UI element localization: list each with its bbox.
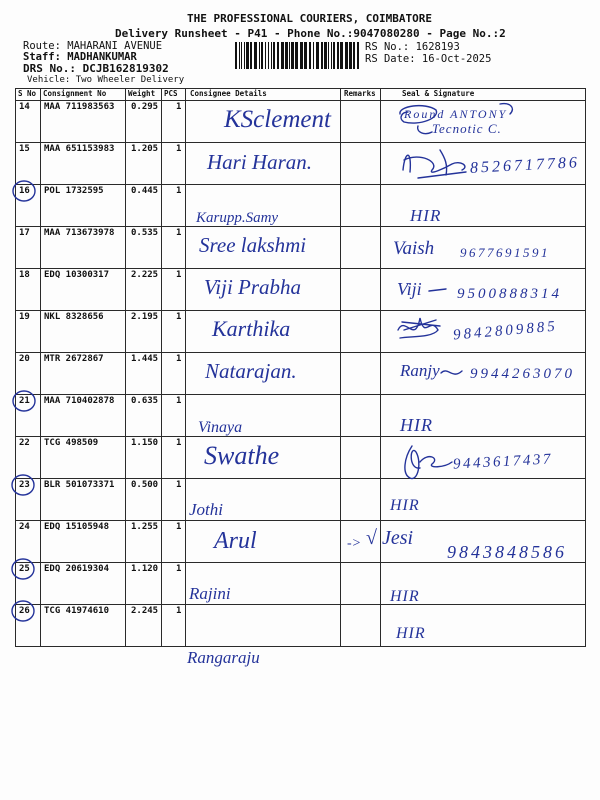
row-sno: 26 [19,606,30,616]
rs-date: RS Date: 16-Oct-2025 [365,53,492,65]
row-sno: 17 [19,228,30,238]
row-pcs: 1 [176,144,182,154]
handwritten-signature: HIR [400,415,433,435]
barcode-bar [349,42,352,69]
barcode-bar [340,42,343,69]
row-consignment-no: MAA 713673978 [44,228,115,238]
row-weight: 0.295 [131,102,159,112]
table-row [0,562,600,604]
rs-number: RS No.: 1628193 [365,41,460,53]
row-sno: 18 [19,270,30,280]
barcode-bar [291,42,294,69]
handwritten-consignee: Jothi [189,500,223,519]
seal-stamp-line: Tecnotic C. [432,121,502,136]
handwritten-phone: 9500888314 [457,286,562,302]
row-weight: 1.205 [131,144,159,154]
route-label: Route: MAHARANI AVENUE [23,40,163,52]
handwritten-consignee: Rajini [189,584,231,603]
barcode-bar [239,42,240,69]
barcode-bar [333,42,335,69]
table-row [0,604,600,646]
row-sno: 23 [19,480,30,490]
barcode-bar [295,42,298,69]
barcode-bar [304,42,307,69]
barcode-bar [309,42,311,69]
barcode-bar [273,42,275,69]
row-sno: 15 [19,144,30,154]
handwritten-consignee: Natarajan. [205,359,297,383]
barcode-bar [281,42,284,69]
row-consignment-no: MAA 651153983 [44,144,115,154]
barcode-bar [244,42,245,69]
handwritten-consignee: Swathe [204,441,280,470]
table-row [0,478,600,520]
barcode-bar [324,42,327,69]
row-weight: 2.245 [131,606,159,616]
handwritten-remark: -> [347,536,362,551]
barcode-bar [259,42,260,69]
row-pcs: 1 [176,438,182,448]
table-row [0,394,600,436]
row-pcs: 1 [176,606,182,616]
barcode-bar [265,42,266,69]
barcode-bar [285,42,288,69]
row-consignment-no: BLR 501073371 [44,480,115,490]
row-weight: 1.120 [131,564,159,574]
handwritten-signature: √ Jesi [366,527,414,549]
table-row [0,184,600,226]
barcode-bar [337,42,339,69]
seal-stamp-line: Round ANTONY [404,107,508,121]
row-consignment-no: TCG 41974610 [44,606,110,616]
row-consignment-no: TCG 498509 [44,438,99,448]
row-consignment-no: MAA 710402878 [44,396,115,406]
handwritten-phone: 9677691591 [460,245,550,260]
barcode-bar [241,42,242,69]
row-pcs: 1 [176,396,182,406]
row-consignment-no: MAA 711983563 [44,102,115,112]
row-pcs: 1 [176,186,182,196]
row-weight: 0.635 [131,396,159,406]
row-consignment-no: NKL 8328656 [44,312,104,322]
row-consignment-no: EDQ 10300317 [44,270,110,280]
handwritten-phone: 8526717786 [469,154,581,177]
handwritten-consignee: Karthika [212,316,291,341]
barcode-bar [289,42,290,69]
barcode-bar [316,42,319,69]
column-header-sno: S No [18,89,37,98]
handwritten-consignee: Vinaya [198,419,243,436]
barcode-bar [254,42,257,69]
row-sno: 19 [19,312,30,322]
row-sno: 20 [19,354,30,364]
row-consignment-no: POL 1732595 [44,186,104,196]
column-header-weight: Weight [128,89,156,98]
row-sno: 24 [19,522,30,532]
handwritten-consignee: Rangaraju [187,648,260,667]
row-sno: 16 [19,186,30,196]
handwritten-signature: HIR [390,497,420,514]
handwritten-phone: 9443617437 [452,451,554,473]
row-pcs: 1 [176,564,182,574]
row-weight: 0.535 [131,228,159,238]
row-pcs: 1 [176,102,182,112]
handwritten-signature: HIR [410,206,442,225]
row-weight: 2.225 [131,270,159,280]
handwritten-consignee: KSclement [224,106,331,133]
barcode-bar [268,42,269,69]
handwritten-consignee: Arul [214,528,257,554]
column-header-remarks: Remarks [344,89,376,98]
barcode-bar [345,42,348,69]
barcode-bar [313,42,314,69]
row-consignment-no: MTR 2672867 [44,354,104,364]
barcode-bar [235,42,237,69]
row-sno: 14 [19,102,30,112]
row-weight: 2.195 [131,312,159,322]
barcode-bar [250,42,252,69]
handwritten-phone: 9843848586 [447,542,567,562]
handwritten-consignee: Sree lakshmi [199,233,307,257]
row-pcs: 1 [176,354,182,364]
barcode-bar [357,42,359,69]
row-sno: 22 [19,438,30,448]
staff-label: Staff: MADHANKUMAR [23,51,137,63]
barcode-bar [261,42,263,69]
handwritten-signature: HIR [390,588,420,605]
barcode-bar [271,42,272,69]
column-header-consignment: Consignment No [43,89,107,98]
barcode-bar [353,42,355,69]
column-header-pcs: PCS [164,89,178,98]
handwritten-consignee: Hari Haran. [207,150,313,174]
barcode-bar [300,42,303,69]
handwritten-signature: Ranjy [400,361,440,380]
company-name: THE PROFESSIONAL COURIERS, COIMBATORE [187,12,433,25]
vehicle-label: Vehicle: Two Wheeler Delivery [27,75,185,85]
barcode-bar [246,42,249,69]
handwritten-signature: Viji [397,279,422,299]
row-pcs: 1 [176,480,182,490]
row-pcs: 1 [176,270,182,280]
row-pcs: 1 [176,228,182,238]
row-pcs: 1 [176,312,182,322]
barcode-bar [331,42,332,69]
row-pcs: 1 [176,522,182,532]
handwritten-consignee: Viji Prabha [204,275,302,299]
runsheet-title: Delivery Runsheet - P41 - Phone No.:9047080280 - Page No.:2 [115,27,506,40]
handwritten-phone: 9944263070 [470,366,575,382]
row-sno: 25 [19,564,30,574]
handwritten-phone: 9842809885 [452,318,559,344]
barcode-bar [328,42,329,69]
barcode-bar [277,42,279,69]
column-header-signature: Seal & Signature [402,89,475,98]
row-sno: 21 [19,396,30,406]
row-weight: 1.445 [131,354,159,364]
drs-number: DRS No.: DCJB162819302 [23,62,169,75]
handwritten-signature: HIR [396,625,426,642]
barcode-bar [321,42,323,69]
row-consignment-no: EDQ 15105948 [44,522,110,532]
row-consignment-no: EDQ 20619304 [44,564,110,574]
column-header-consignee: Consignee Details [190,89,267,98]
handwritten-signature: Vaish [393,238,435,259]
row-weight: 1.150 [131,438,159,448]
row-weight: 0.500 [131,480,159,490]
row-weight: 1.255 [131,522,159,532]
handwritten-consignee: Karupp.Samy [196,210,279,226]
row-weight: 0.445 [131,186,159,196]
